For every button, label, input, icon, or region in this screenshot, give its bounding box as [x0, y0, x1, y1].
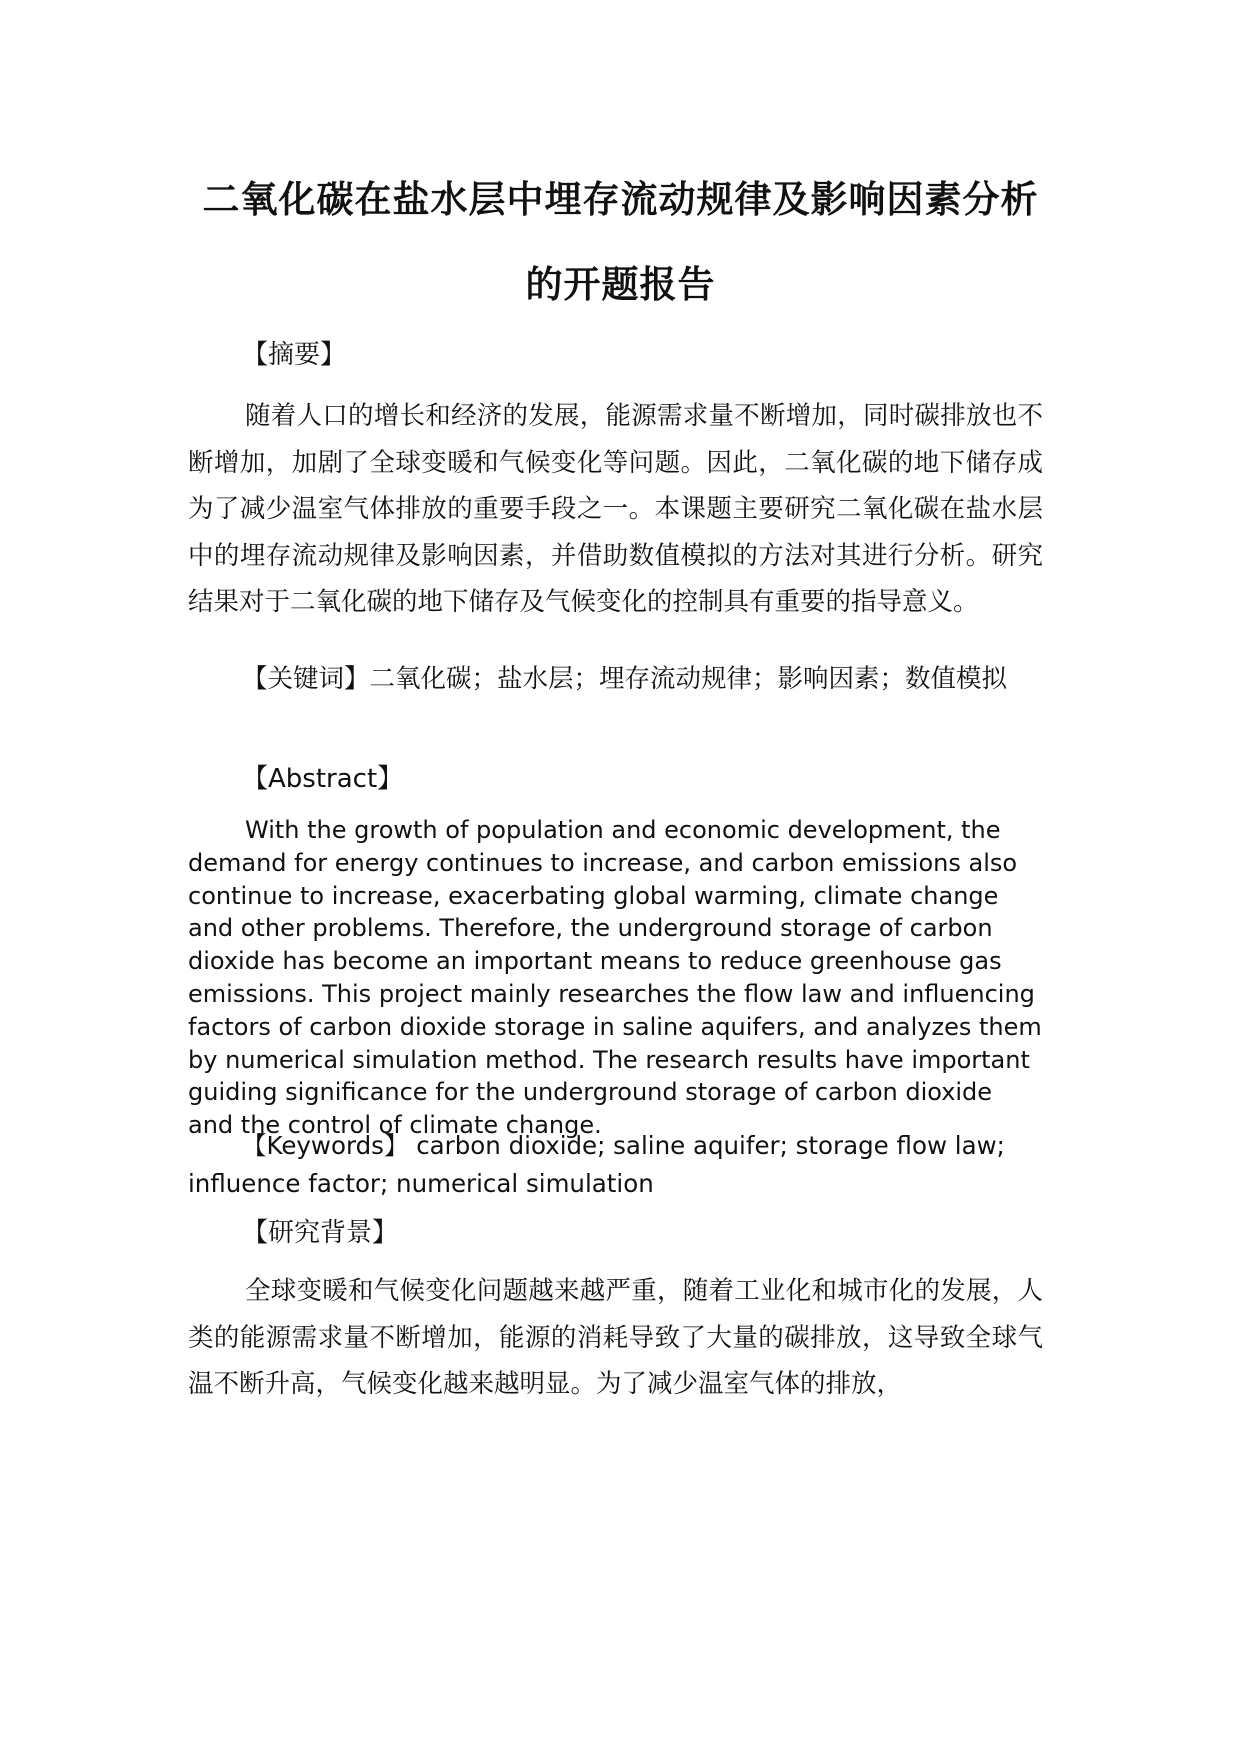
- abstract-zh-paragraph: 随着人口的增长和经济的发展，能源需求量不断增加，同时碳排放也不断增加，加剧了全球变暖和气候变化等问题。因此，二氧化碳的地下储存成为了减少温室气体排放的重要手段之一。本课题主要研究二氧化碳在盐水层中的埋存流动规律及影响因素，并借助数值模拟的方法对其进行分析。研究结果对于二氧化碳的地下储存及气候变化的控制具有重要的指导意义。: [188, 401, 1043, 617]
- document-title-line-2: 的开题报告: [525, 263, 716, 306]
- abstract-en-paragraph: With the growth of population and economic development, the demand for energy continues to increase, and carbon emissions also continue to increase, exacerbating global warming, climate change and other problems. Therefore, the underground storage of carbon dioxide has become an important means to reduce greenhouse gas emissions. This project mainly researches the flow law and influencing factors of carbon dioxide storage in saline aquifers, and analyzes them by numerical simulation method. The research results have important guiding significance for the underground storage of carbon dioxide and the control of climate change.: [188, 816, 1042, 1140]
- abstract-en-heading: 【Abstract】: [242, 764, 404, 794]
- keywords-en: 【Keywords】 carbon dioxide; saline aquifer; storage flow law; influence factor; numerical simulation: [188, 1131, 1005, 1198]
- background-heading: 【研究背景】: [242, 1218, 399, 1248]
- keywords-zh: 【关键词】二氧化碳；盐水层；埋存流动规律；影响因素；数值模拟: [242, 664, 1008, 694]
- abstract-zh-heading: 【摘要】: [242, 340, 347, 370]
- background-paragraph: 全球变暖和气候变化问题越来越严重，随着工业化和城市化的发展，人类的能源需求量不断增加，能源的消耗导致了大量的碳排放，这导致全球气温不断升高，气候变化越来越明显。为了减少温室气体的排放，: [188, 1276, 1043, 1399]
- document-title-line-1: 二氧化碳在盐水层中埋存流动规律及影响因素分析: [202, 178, 1039, 221]
